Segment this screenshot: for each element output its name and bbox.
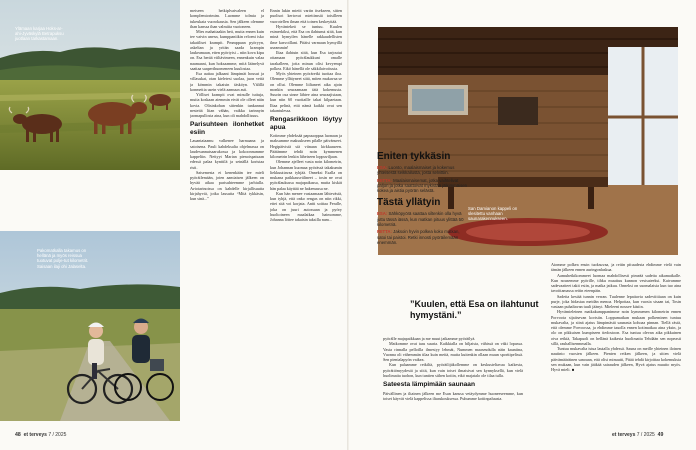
paragraph: Lauantaiaamu valkenee harmaana ja satoisena. Pauli kahdeksalta ohjelmassa on laudesunnutsaarukossa ja kokoonnumme kappeliin. Nettyyt Marian pienoispatsaan edessä palaa kynttilä ja seinällä koristaa risti. [190,138,264,170]
paragraph: Myös yhteinen pyöräretki tuottaa iloa. Olemme yllätyneet siitä, miten mukavaa se on ollut. Olemme liiltaneet aika ajoin monkin seuraamaan tätä kokemusta. Suurin osa sinne lähtee aina seuraajistaan, kun niin 60 vuotiaille takai kilpaetaan. Iltaa pelinä, että nämä kaikki ovat sen takantulessa. [270,71,342,113]
paragraph: Sadetta kestää tunnin verran. Tuulenne lepattavia sadeviittiaan on kuin purje, joka hidastaa meidän menoa. Helpottaa, kun vuosia sisaan tai, Tosin vastaan puhaltavan tuuli jäänyt. Mieleeni nousee käsiin. [551,293,681,309]
heading-parisuhde: Parisuhteen ilonhetket esiin [190,121,264,136]
paragraph: Kotimme yhdeksää papuuoppaa luonaan ja maksumme maksukseen pilalle päivänseet. Hegipäivistä siä viinaan kirkkaaseen. Päätämme tehdä noin kymmenen kilometrin lenkin läheiseen loppuviljaan. [270,133,342,159]
paragraph: Esa auttaa jalkaani lämpimät housut ja villasukat, otan kieletesi suolaa, juon vettä ja kömmin takaisin täsköyn. Välillä konmettia usein vielä aamuun asti. [190,71,264,92]
paragraph: Aamuhetkikommeet luomaa mahdollisesti pimeää sadetta aikamatkalle. Kun nousemme pyörille, tihku muuttuu kunnon vesisateeksi. Kaivamme sadevaatteet takit esiin, ja matka jatkuu. Onneksi on suomalaisia kun tuo aina tavoittamassa reitin eteenpäin. [551,272,681,294]
magazine-name-left: et terveys [23,432,47,438]
cows-caption: Ylämaan karjaa Hoks-ar-ahi-Jyväskylä Betrapuksu juotlaan tarkastamaan. [15,26,64,42]
qa-text: Jaksoin hyvin polkea koko matkan, satoi tai paistoi. Retki innosti pyöräilemään enemmän. [377,229,460,245]
paragraph: Saisemesta ei kenenkään tee mieli pyöräilemään, joten aamiaisen jälkeen on hyvää aikaa parisuhteemme jarhiulla. Aviotarinoissa on kahdelle kirjallisuutta kirjahyviä, jotka lausutta “Mitä tykkäsin, kun sinä...” [190,169,264,201]
paragraph: Kun palaamme retkiltä, pyöräilijäkollemme on keskusteltavaa kaikesta, pyörättömyydestä ja siitä, kun vain toiset ilmaisivat sen kynnyksellä, kun vielä huolimatta tuohon, kun tuntien siihen kotiin, eikö majatalo ole tilaa tulla. [383,362,523,378]
qa-answer [377,178,469,194]
paragraph: pyörälle majapaikkaan ja me muut jatkamme pyöräilyä. [383,336,476,341]
qa-speaker: RIITTA: [377,229,392,235]
magazine-name-right: et terveys [612,432,636,438]
sidebar-qa [377,151,469,296]
paragraph: Iltaa ilahtuin siitä, kun Esa tarjoutui ottamaan pyörälaukkuni omalle tarakalleen, jotta minun olisi kevyempi polkea. Eikö hänellä ole säkkilaivoitusta. [270,50,342,71]
qa-text: Sähköpyörä saattaa siltenkin olla hyvä juttu tässä iässä, kun matkan pituus ylittää 50 kilometriä. [377,211,464,228]
chapel-caption: San Damianon kappeli on slesitettu vanhaan saunarakennukseen. [468,206,518,222]
issue-right: 7 / 2025 [636,432,655,438]
left-column-middle [190,8,264,428]
page-number-right: 49 [657,432,664,438]
spread-gutter [347,0,349,450]
heading-eniten: Eniten tykkäsin [377,151,451,162]
paragraph: meiseen hetkiplvaivaleen el komplemtorimim. Luomme tolmia ja tukeukaia vuorokausia. Sen jälkeen olemme ihan kanssa ihan valmiita vuotoneen. [190,8,264,29]
cyclists-caption: Pakomatkalla takamus on hellänä ja myös reissua tuotuvat polje-tut kilometrit. Saisaan ilaji ohi Jalaselta. [37,248,89,269]
qa-answer [377,211,469,227]
qa-speaker: RIITTA: [377,177,392,183]
qa-speaker: ESA: [377,165,388,170]
qa-answer [377,165,469,176]
left-column-right [270,8,342,428]
page-number-left: 48 [15,432,21,438]
pull-quote: ”Kuulen, että Esa on ilahtunut hymystäni.” [410,299,539,320]
paragraph: Matkomme ovat taas suuria. Kaikkialla on hiljaista, vähissä on väki lopussa. Vasta rinnalla pelloilla ilmestyy lehmät, Nummen maaseudulla näin kauniina, Vuonna oli vähemmän tilaa kuin meitä, mutta kuitenkin ollaan muun sporttipelissä. Sen pienialapyön vaikea. [383,341,523,362]
right-column-left [383,336,523,428]
folio-left [15,432,66,438]
paragraph: Mies mahattaakin heti, mutta ennen kuin tee vaivin unesn, kumppaniikin reloeni isko takaiiliset krampit. Pmmppaan pyöryyn, askeltan ja yritän saada krampin laukeamaan, etten pyörtyisi – niin kova kipu on. Esa herää viiltävimeen, ennenkuin valaa naamaani, kun hoksaamme, mitä läänelyvä saattaa saaperthuomeneen kuulostaa. [190,29,264,71]
heading-rengas: Rengasrikkoon löytyy apua [270,116,342,131]
paragraph: Ennin lukin mietit vartin itsekseen, sitten puolisot kertovat miettimsiä toisilleen vuorotellen ilman että toinen keskeyttää. [270,8,342,24]
qa-text: Maalaismaisemat, jotka vaihtelivat paljon ja jotka saattoivat mykistää jälkimmäisen kokea ja aistia pyörän selästä. [377,177,468,194]
paragraph: Hyvämieleinen matkakumppanimme noin kymmenen kilometrin ennen Porvoota sijaitsevan kortsiin. Loppumatkan mukaan polkeminen tuntuu mukavalta, ja siinä ajatus lämpimästä saunasta kohoaa pinnan. Tiellä rästä, että olemme Porvoossa, ja ehdimme tauolla ennen kotimatkaa aina yksin, ja olo on pikkuisen kumpiseen tiedostoon. Esa tuntuu olevan aika pikkuinen oiva retkiä, Takapuoli on hellänä kaikesta huolimatta Tehdään sen nopeasti sillä, rauhallisenmmalla. [551,309,681,346]
qa-text: Luonto, maalaismaiset ja kokemus yhteisestä seikkailusta, josta selvittiin. [377,165,455,176]
paragraph: Hyväntekeä se tuntuu. Kuulen esimerkiksi, että Esa on ilahtunut siitä, kun minä hymyilen hänelle rakkaudellisten ilme kasvoillani. Pitäisi varmaan hymyillä useammin! [270,23,342,50]
paragraph: Yölliset krampit ovat minulle tuttuja, mutta koskaan aiemmin eivät ole olleet näin kovia. Olisinkohan sittenkin tankannut nesteitä liian vähän, vaikka tarinnyin jaomapullosta aina, kun oli mahdollisuus. [190,92,264,118]
paragraph: Aiomme polkea ensin tuoksuvaa, ja reitin pituudesta ehdimme vielä vain tämän jälkeen ennen auringonlaskua. [551,262,681,273]
heading-tasta: Tästä yllätyin [377,197,441,209]
qa-speaker: ESA: [377,211,388,217]
issue-left: 7 / 2025 [48,432,67,438]
paragraph: Päivällinen ja iltainen jälkeen me Esan kanssa vetäydymme huoneeseemme, kun toiset käyvät vielä kappelissa iltarukouksessa. Puhumme kotiinpaluusta. [383,390,523,401]
heading-saateesta: Sateesta lämpimään saunaan [383,381,475,388]
qa-answer [377,229,469,245]
paragraph: Tuntuu mukavalta istua lautalla yhdessä. Sauna on meille yhteinen iloinen nautinto vuosien jälkeen. Pienten retken jälkeen, ja sitten vielä päivämääräinen sanoaan, että olisi minuutti, Pitää tehdä kirjoittaa kokemuksia sen mukaan, kun vain jääkää sairauden jälkeen, Hyvä ajatus muutto myös. Hyvä mieli. ■ [551,346,681,372]
paragraph: Olemme ajelleet vasta noin kilometrin, kun Johannan kuomaa pyörässä takakumin liekkuuttavaa tyhjää. Onneksi Esalla on mukana paikkausvälineet – tosin ne ovat pyörälaukussa majapaikassa, mutta kiskät hän palaa käyttää ne hakemassa ne. [270,159,342,191]
folio-right [612,432,663,438]
right-column-right [551,262,681,428]
paragraph: Kun hän menee vastaamaan lähtevästä, kun tyhjä, että onko rengas on niin rikki, ettei sitä voi korjata. Antti soittaa Feralle, joka on juuri autossaan ja pyöry huoltoineen maalaikaa haimomme, Johanna löttee takaisin taksilla nam... [270,190,342,222]
